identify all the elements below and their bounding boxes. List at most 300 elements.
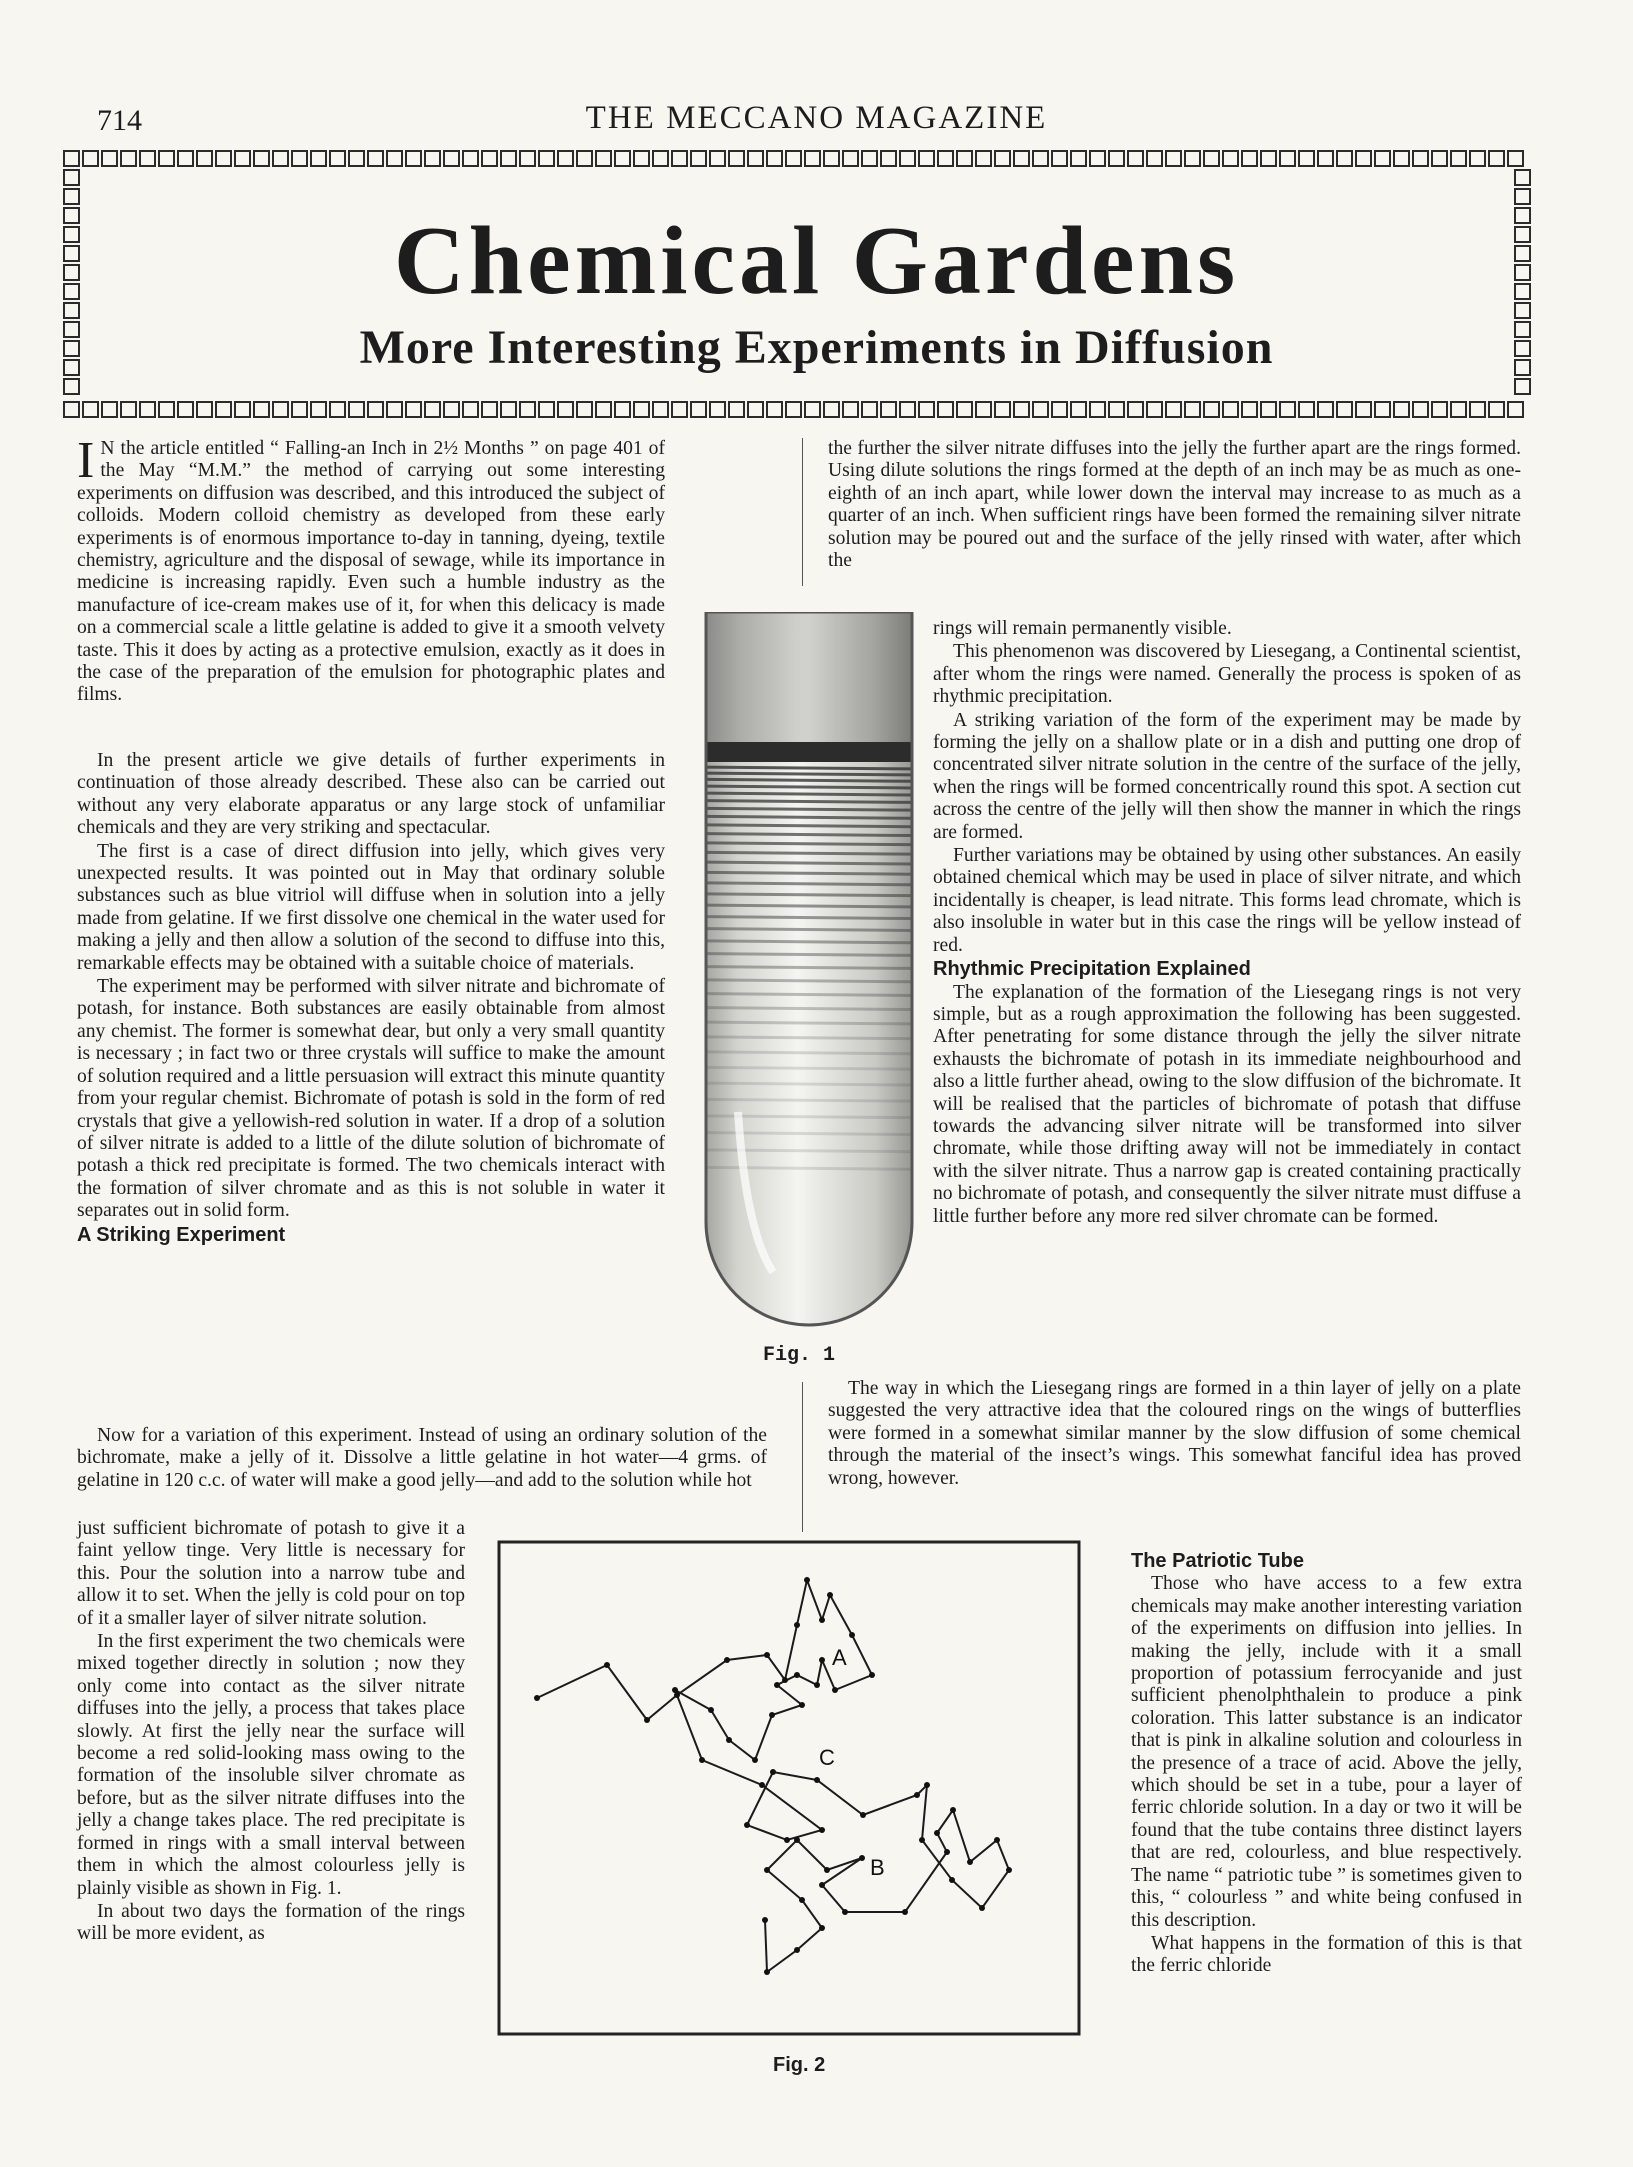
body-column-right-narrow bbox=[1131, 1550, 1522, 1979]
fig2-label-c: C bbox=[819, 1745, 835, 1770]
border-square bbox=[291, 401, 308, 418]
paragraph: the further the silver nitrate diffuses into the jelly the further apart are the rings formed. Using dilute solutions the rings formed at the depth of an inch may be as much as one-eighth of an inch apart, while lower down the interval may increase to as much as a quarter of an inch. When sufficient rings have been formed the remaining silver nitrate solution may be poured out and the surface of the jelly rinsed with water, after which the bbox=[828, 438, 1521, 572]
border-square bbox=[1336, 150, 1353, 167]
border-square bbox=[405, 401, 422, 418]
border-square bbox=[1184, 401, 1201, 418]
fig2-vertex bbox=[819, 1657, 825, 1663]
border-square bbox=[1412, 401, 1429, 418]
border-square bbox=[500, 401, 517, 418]
border-square bbox=[975, 401, 992, 418]
border-square bbox=[823, 150, 840, 167]
border-square bbox=[1089, 401, 1106, 418]
border-square bbox=[82, 150, 99, 167]
border-square bbox=[443, 401, 460, 418]
border-square bbox=[994, 150, 1011, 167]
border-square bbox=[329, 150, 346, 167]
border-square bbox=[1393, 150, 1410, 167]
paragraph: Those who have access to a few extra chemicals may make another interesting variation of the experiments on diffusion into jellies. In making the jelly, include with it a small proportion of potassium ferrocyanide and just sufficient phenolphthalein to produce a pink coloration. This latter substance is an indicator that is pink in alkaline solution and colourless in the presence of a trace of acid. Above the jelly, which should be set in a tube, pour a layer of ferric chloride solution. In a day or two it will be found that the tube contains three distinct layers that are red, colourless, and blue respectively. The name “ patriotic tube ” is sometimes given to this, “ colourless ” and white being confused in this description. bbox=[1131, 1573, 1522, 1931]
border-square bbox=[1514, 378, 1531, 395]
fig2-vertex bbox=[752, 1757, 758, 1763]
border-square bbox=[500, 150, 517, 167]
border-square bbox=[557, 401, 574, 418]
paragraph: rings will remain permanently visible. bbox=[933, 618, 1232, 639]
fig2-vertex bbox=[644, 1717, 650, 1723]
border-square bbox=[481, 401, 498, 418]
fig2-vertex bbox=[799, 1897, 805, 1903]
border-square bbox=[785, 150, 802, 167]
page-number: 714 bbox=[97, 104, 142, 137]
border-square bbox=[1260, 150, 1277, 167]
border-square bbox=[614, 150, 631, 167]
section-heading: A Striking Experiment bbox=[77, 1223, 286, 1246]
liesegang-ring bbox=[698, 843, 920, 845]
border-square bbox=[272, 401, 289, 418]
border-square bbox=[766, 401, 783, 418]
liesegang-ring bbox=[698, 905, 920, 907]
border-square bbox=[880, 401, 897, 418]
border-square bbox=[63, 245, 80, 262]
border-square bbox=[63, 401, 80, 418]
border-square bbox=[1488, 401, 1505, 418]
fig2-vertex bbox=[804, 1577, 810, 1583]
fig2-vertex bbox=[799, 1702, 805, 1708]
border-square bbox=[63, 150, 80, 167]
border-square bbox=[1241, 150, 1258, 167]
liesegang-ring bbox=[698, 883, 920, 885]
border-square bbox=[63, 378, 80, 395]
border-square bbox=[1032, 150, 1049, 167]
column-rule bbox=[802, 1382, 803, 1532]
border-square bbox=[785, 401, 802, 418]
fig2-diagram bbox=[497, 1540, 1081, 2036]
border-square bbox=[1051, 150, 1068, 167]
border-square bbox=[975, 150, 992, 167]
border-square bbox=[462, 401, 479, 418]
fig2-vertex bbox=[919, 1837, 925, 1843]
fig2-vertex bbox=[699, 1757, 705, 1763]
fig2-vertex bbox=[849, 1632, 855, 1638]
border-square bbox=[1514, 264, 1531, 281]
border-square bbox=[956, 150, 973, 167]
border-square bbox=[671, 150, 688, 167]
border-square bbox=[63, 169, 80, 186]
border-square bbox=[1412, 150, 1429, 167]
border-square bbox=[386, 150, 403, 167]
fig2-vertex bbox=[994, 1837, 1000, 1843]
fig2-vertex bbox=[794, 1837, 800, 1843]
border-square bbox=[1146, 150, 1163, 167]
fig2-vertex bbox=[832, 1687, 838, 1693]
fig2-vertex bbox=[842, 1909, 848, 1915]
border-square bbox=[1051, 401, 1068, 418]
border-square bbox=[728, 401, 745, 418]
border-square bbox=[272, 150, 289, 167]
border-square bbox=[1514, 321, 1531, 338]
fig2-vertex bbox=[819, 1617, 825, 1623]
paragraph: In the first experiment the two chemicals were mixed together directly in solution ; now they only come into contact as the silver nitrate diffuses into the jelly, a process that takes place slowly. At first the jelly near the surface will become a red solid-looking mass owing to the formation of the insoluble silver chromate as before, but as the silver nitrate diffuses into the jelly a change takes place. The red precipitate is formed in rings with a small interval between them in which the almost colourless jelly is plainly visible as shown in Fig. 1. bbox=[77, 1631, 465, 1899]
border-square bbox=[823, 401, 840, 418]
border-square bbox=[1514, 302, 1531, 319]
border-square bbox=[424, 150, 441, 167]
fig1-caption: Fig. 1 bbox=[763, 1344, 836, 1367]
column-rule bbox=[802, 438, 803, 586]
border-square bbox=[1355, 401, 1372, 418]
fig2-vertex bbox=[744, 1822, 750, 1828]
fig2-vertex bbox=[967, 1859, 973, 1865]
fig2-vertex bbox=[604, 1662, 610, 1668]
border-square bbox=[994, 401, 1011, 418]
fig2-vertex bbox=[824, 1867, 830, 1873]
fig2-label-a: A bbox=[832, 1645, 847, 1670]
border-square bbox=[1514, 340, 1531, 357]
border-square bbox=[1514, 169, 1531, 186]
border-square bbox=[576, 150, 593, 167]
liesegang-ring bbox=[698, 1167, 920, 1169]
border-square bbox=[861, 150, 878, 167]
border-square bbox=[1089, 150, 1106, 167]
border-square bbox=[747, 401, 764, 418]
article-title: Chemical Gardens bbox=[393, 207, 1240, 315]
fig2-vertex bbox=[782, 1677, 788, 1683]
border-square bbox=[63, 226, 80, 243]
section-heading: The Patriotic Tube bbox=[1131, 1550, 1304, 1572]
fig2-vertex bbox=[784, 1837, 790, 1843]
border-square bbox=[1469, 401, 1486, 418]
liesegang-ring bbox=[698, 1150, 920, 1152]
fig2-vertex bbox=[869, 1672, 875, 1678]
fig2-vertex bbox=[759, 1782, 765, 1788]
fig2-vertex bbox=[979, 1905, 985, 1911]
border-square bbox=[253, 150, 270, 167]
drop-cap: I bbox=[77, 432, 95, 489]
border-square bbox=[1127, 401, 1144, 418]
liesegang-ring bbox=[698, 773, 920, 775]
border-square bbox=[633, 401, 650, 418]
paragraph: The experiment may be performed with silver nitrate and bichromate of potash, for instance. Both substances are easily obtainable from almost any chemist. The former is somewhat dear, but only a very small quantity is necessary ; in fact two or three crystals will suffice to make the amount of solution required and a little persuasion will extract this minute quantity from your regular chemist. Bichromate of potash is sold in the form of red crystals that give a yellowish-red solution in water. If a drop of a solution of silver nitrate is added to a little of the dilute solution of bichromate of potash a thick red precipitate is formed. The two chemicals interact with the formation of silver chromate and as this is not soluble in water it separates out in solid form. bbox=[77, 976, 665, 1222]
border-square bbox=[918, 401, 935, 418]
border-square bbox=[1317, 401, 1334, 418]
border-square bbox=[899, 150, 916, 167]
fig2-vertex bbox=[672, 1687, 678, 1693]
paragraph: just sufficient bichromate of potash to give it a faint yellow tinge. Very little is necessary for this. Pour the solution into a narrow tube and allow it to set. When the jelly is cold pour on top of it a smaller layer of silver nitrate solution. bbox=[77, 1518, 465, 1629]
border-square bbox=[329, 401, 346, 418]
border-square bbox=[481, 150, 498, 167]
fig2-vertex bbox=[860, 1812, 866, 1818]
border-square bbox=[652, 150, 669, 167]
fig2-vertex bbox=[774, 1682, 780, 1688]
border-square bbox=[538, 150, 555, 167]
fig2-vertex bbox=[794, 1672, 800, 1678]
fig2-vertex bbox=[819, 1827, 825, 1833]
liesegang-ring bbox=[698, 872, 920, 874]
fig2-vertex bbox=[819, 1882, 825, 1888]
fig2-vertex bbox=[859, 1855, 865, 1861]
section-heading: Rhythmic Precipitation Explained bbox=[933, 958, 1251, 981]
border-square bbox=[310, 150, 327, 167]
liesegang-ring bbox=[698, 808, 920, 810]
border-square bbox=[1165, 150, 1182, 167]
border-square bbox=[747, 150, 764, 167]
border-square bbox=[386, 401, 403, 418]
border-square bbox=[728, 150, 745, 167]
border-square bbox=[215, 401, 232, 418]
border-square bbox=[1393, 401, 1410, 418]
border-square bbox=[690, 401, 707, 418]
border-square bbox=[63, 340, 80, 357]
paragraph: Further variations may be obtained by using other substances. An easily obtained chemical which may be used in place of silver nitrate, and which incidentally is cheaper, is lead nitrate. This forms lead chromate, which is also insoluble in water but in this case the rings will be yellow instead of red. bbox=[933, 845, 1521, 956]
border-square bbox=[766, 150, 783, 167]
border-square bbox=[1279, 150, 1296, 167]
border-square bbox=[348, 150, 365, 167]
border-square bbox=[234, 150, 251, 167]
paragraph: A striking variation of the form of the experiment may be made by forming the jelly on a shallow plate or in a dish and putting one drop of concentrated silver nitrate solution in the centre of the surface of the jelly, when the rings will be formed concentrically round this spot. A section cut across the centre of the jelly will then show the manner in which the rings are formed. bbox=[933, 709, 1521, 843]
body-column-left bbox=[77, 432, 665, 708]
border-square bbox=[633, 150, 650, 167]
border-square bbox=[709, 401, 726, 418]
liesegang-ring bbox=[698, 862, 920, 864]
border-square bbox=[367, 401, 384, 418]
liesegang-ring bbox=[698, 816, 920, 818]
liesegang-ring bbox=[698, 954, 920, 956]
border-square bbox=[82, 401, 99, 418]
paragraph: Now for a variation of this experiment. Instead of using an ordinary solution of the bichromate, make a jelly of it. Dissolve a little gelatine in hot water—4 grms. of gelatine in 120 c.c. of water will make a good jelly—and add to the solution while hot bbox=[77, 1425, 767, 1491]
border-square bbox=[63, 321, 80, 338]
fig2-vertex bbox=[814, 1777, 820, 1783]
border-square bbox=[1127, 150, 1144, 167]
border-square bbox=[842, 150, 859, 167]
liesegang-ring bbox=[698, 1008, 920, 1010]
fig2-caption: Fig. 2 bbox=[773, 2054, 826, 2076]
border-square bbox=[519, 401, 536, 418]
border-square bbox=[1514, 283, 1531, 300]
border-square bbox=[1298, 401, 1315, 418]
border-square bbox=[63, 188, 80, 205]
border-square bbox=[1203, 401, 1220, 418]
border-square bbox=[177, 401, 194, 418]
border-square bbox=[1013, 150, 1030, 167]
border-square bbox=[234, 401, 251, 418]
fig2-vertex bbox=[950, 1807, 956, 1813]
liesegang-ring bbox=[698, 825, 920, 827]
border-square bbox=[576, 401, 593, 418]
fig1-test-tube-illustration bbox=[698, 612, 920, 1330]
border-square bbox=[956, 401, 973, 418]
border-square bbox=[1514, 359, 1531, 376]
border-square bbox=[1507, 401, 1524, 418]
liesegang-ring bbox=[698, 1067, 920, 1069]
liesegang-ring bbox=[698, 929, 920, 931]
fig2-vertex bbox=[949, 1877, 955, 1883]
border-square bbox=[1032, 401, 1049, 418]
border-square bbox=[1222, 401, 1239, 418]
border-square bbox=[1317, 150, 1334, 167]
border-square bbox=[177, 150, 194, 167]
border-square bbox=[158, 401, 175, 418]
border-square bbox=[405, 150, 422, 167]
border-square bbox=[63, 264, 80, 281]
border-square bbox=[557, 150, 574, 167]
border-square bbox=[63, 207, 80, 224]
border-square bbox=[1514, 226, 1531, 243]
border-square bbox=[424, 401, 441, 418]
border-square bbox=[1514, 188, 1531, 205]
border-square bbox=[671, 401, 688, 418]
border-square bbox=[538, 401, 555, 418]
border-square bbox=[1070, 150, 1087, 167]
fig2-vertex bbox=[794, 1947, 800, 1953]
liesegang-ring bbox=[698, 941, 920, 943]
border-square bbox=[690, 150, 707, 167]
border-square bbox=[1070, 401, 1087, 418]
border-square bbox=[63, 359, 80, 376]
liesegang-ring bbox=[698, 786, 920, 788]
border-square bbox=[1488, 150, 1505, 167]
border-square bbox=[1184, 150, 1201, 167]
border-square bbox=[899, 401, 916, 418]
fig2-vertex bbox=[819, 1925, 825, 1931]
liesegang-ring bbox=[698, 894, 920, 896]
border-square bbox=[1279, 401, 1296, 418]
fig2-frame bbox=[499, 1542, 1079, 2034]
paragraph: The way in which the Liesegang rings are formed in a thin layer of jelly on a plate suggested the very attractive idea that the coloured rings on the wings of butterflies were formed in a somewhat similar manner by the slow diffusion of some chemical through the material of the insect’s wings. This somewhat fanciful idea has proved wrong, however. bbox=[828, 1378, 1521, 1489]
border-square bbox=[804, 150, 821, 167]
border-square bbox=[1241, 401, 1258, 418]
border-square bbox=[120, 150, 137, 167]
paragraph: This phenomenon was discovered by Liesegang, a Continental scientist, after whom the rings were named. Generally the process is spoken of as rhythmic precipitation. bbox=[933, 641, 1521, 708]
fig2-vertex bbox=[924, 1782, 930, 1788]
paragraph: N the article entitled “ Falling-an Inch in 2½ Months ” on page 401 of the May “M.M.” the method of carrying out some interesting experiments on diffusion was described, and this introduced the subject of colloids. Modern colloid chemistry as developed from these early experiments is of enormous importance to-day in tanning, dyeing, textile chemistry, agriculture and the disposal of sewage, while its importance in medicine is increasing rapidly. Even such a humble industry as the manufacture of ice-cream makes use of it, for when this delicacy is made on a commercial scale a little gelatine is added to give it a smooth velvety taste. This it does by acting as a protective emulsion, exactly as it does in the case of the preparation of the emulsion for photographic plates and films. bbox=[77, 438, 665, 706]
border-square bbox=[367, 150, 384, 167]
liesegang-ring bbox=[698, 1022, 920, 1024]
liesegang-ring bbox=[698, 1099, 920, 1101]
liesegang-ring bbox=[698, 1133, 920, 1135]
border-square bbox=[1469, 150, 1486, 167]
body-column-right-top bbox=[828, 438, 1521, 573]
fig2-vertex bbox=[534, 1695, 540, 1701]
fig2-vertex bbox=[794, 1622, 800, 1628]
border-square bbox=[1108, 401, 1125, 418]
paragraph: In the present article we give details of further experiments in continuation of those already described. These also can be carried out without any very elaborate apparatus or any large stock of unfamiliar chemicals and they are very striking and spectacular. bbox=[77, 750, 665, 839]
border-square bbox=[937, 150, 954, 167]
border-square bbox=[861, 401, 878, 418]
border-square bbox=[1431, 150, 1448, 167]
fig2-vertex bbox=[764, 1867, 770, 1873]
border-square bbox=[348, 401, 365, 418]
body-column-left-lower bbox=[77, 750, 665, 1247]
border-square bbox=[937, 401, 954, 418]
liesegang-ring bbox=[698, 994, 920, 996]
border-square bbox=[443, 150, 460, 167]
paragraph: What happens in the formation of this is that the ferric chloride bbox=[1131, 1932, 1522, 1977]
liesegang-ring bbox=[698, 834, 920, 836]
border-square bbox=[139, 401, 156, 418]
border-square bbox=[1514, 207, 1531, 224]
border-square bbox=[63, 283, 80, 300]
liesegang-ring bbox=[698, 1037, 920, 1039]
fig2-vertex bbox=[944, 1849, 950, 1855]
border-square bbox=[1514, 245, 1531, 262]
liesegang-ring bbox=[698, 767, 920, 769]
border-square bbox=[519, 150, 536, 167]
fig2-vertex bbox=[827, 1592, 833, 1598]
fig2-vertex bbox=[726, 1737, 732, 1743]
fig2-vertex bbox=[934, 1830, 940, 1836]
fig2-vertex bbox=[764, 1969, 770, 1975]
border-square bbox=[595, 401, 612, 418]
border-square bbox=[120, 401, 137, 418]
border-square bbox=[139, 150, 156, 167]
border-square bbox=[1336, 401, 1353, 418]
fig2-vertex bbox=[902, 1909, 908, 1915]
border-square bbox=[1431, 401, 1448, 418]
border-square bbox=[1355, 150, 1372, 167]
border-square bbox=[462, 150, 479, 167]
border-square bbox=[310, 401, 327, 418]
fig2-vertex bbox=[708, 1707, 714, 1713]
fig2-vertex bbox=[764, 1652, 770, 1658]
fig2-vertex bbox=[770, 1769, 776, 1775]
article-subtitle: More Interesting Experiments in Diffusion bbox=[359, 321, 1274, 374]
border-square bbox=[595, 150, 612, 167]
paragraph: The first is a case of direct diffusion into jelly, which gives very unexpected results. It was pointed out in May that ordinary soluble substances such as blue vitriol will diffuse when in solution into a jelly made from gelatine. If we first dissolve one chemical in the water used for making a jelly and then allow a solution of the second to diffuse into this, remarkable effects may be obtained with a suitable choice of materials. bbox=[77, 840, 665, 974]
fig2-vertex bbox=[914, 1792, 920, 1798]
liesegang-ring bbox=[698, 852, 920, 854]
fig2-vertex bbox=[769, 1712, 775, 1718]
border-square bbox=[101, 401, 118, 418]
liesegang-ring bbox=[698, 1052, 920, 1054]
border-square bbox=[196, 150, 213, 167]
magazine-name: THE MECCANO MAGAZINE bbox=[585, 100, 1048, 136]
border-square bbox=[1374, 401, 1391, 418]
border-square bbox=[158, 150, 175, 167]
fig2-path bbox=[537, 1580, 1009, 1972]
border-square bbox=[63, 302, 80, 319]
border-square bbox=[709, 150, 726, 167]
border-square bbox=[1146, 401, 1163, 418]
body-column-left-narrow bbox=[77, 1518, 465, 1947]
body-column-right bbox=[933, 618, 1521, 1229]
fig2-vertex bbox=[814, 1682, 820, 1688]
border-square bbox=[1260, 401, 1277, 418]
border-square bbox=[1165, 401, 1182, 418]
border-square bbox=[196, 401, 213, 418]
border-square bbox=[1450, 150, 1467, 167]
liesegang-ring bbox=[698, 779, 920, 781]
liesegang-ring bbox=[698, 980, 920, 982]
fig2-vertex bbox=[1006, 1867, 1012, 1873]
liesegang-ring bbox=[698, 967, 920, 969]
border-square bbox=[804, 401, 821, 418]
border-square bbox=[101, 150, 118, 167]
border-square bbox=[880, 150, 897, 167]
border-square bbox=[614, 401, 631, 418]
border-square bbox=[1013, 401, 1030, 418]
paragraph: The explanation of the formation of the Liesegang rings is not very simple, but as a rough approximation the following has been suggested. After penetrating for some distance through the jelly the silver nitrate exhausts the bichromate of potash in its immediate neighbourhood and also a little further ahead, owing to the slow diffusion of the bichromate. It will be realised that the particles of bichromate of potash that diffuse towards the advancing silver nitrate will be transformed into silver chromate, while those drifting away will not be immediately in contact with the silver nitrate. Thus a narrow gap is created containing practically no bichromate of potash, and consequently the silver nitrate must diffuse a little further before any more red silver chromate can be formed. bbox=[933, 981, 1521, 1227]
border-square bbox=[842, 401, 859, 418]
border-square bbox=[291, 150, 308, 167]
body-column-right-mid bbox=[828, 1378, 1521, 1491]
border-square bbox=[1374, 150, 1391, 167]
liesegang-ring bbox=[698, 801, 920, 803]
fig2-label-b: B bbox=[870, 1855, 885, 1880]
border-square bbox=[1203, 150, 1220, 167]
liesegang-ring bbox=[698, 793, 920, 795]
border-square bbox=[652, 401, 669, 418]
border-square bbox=[1450, 401, 1467, 418]
border-square bbox=[1108, 150, 1125, 167]
fig2-vertex bbox=[762, 1917, 768, 1923]
body-wide-paragraph bbox=[77, 1425, 767, 1493]
